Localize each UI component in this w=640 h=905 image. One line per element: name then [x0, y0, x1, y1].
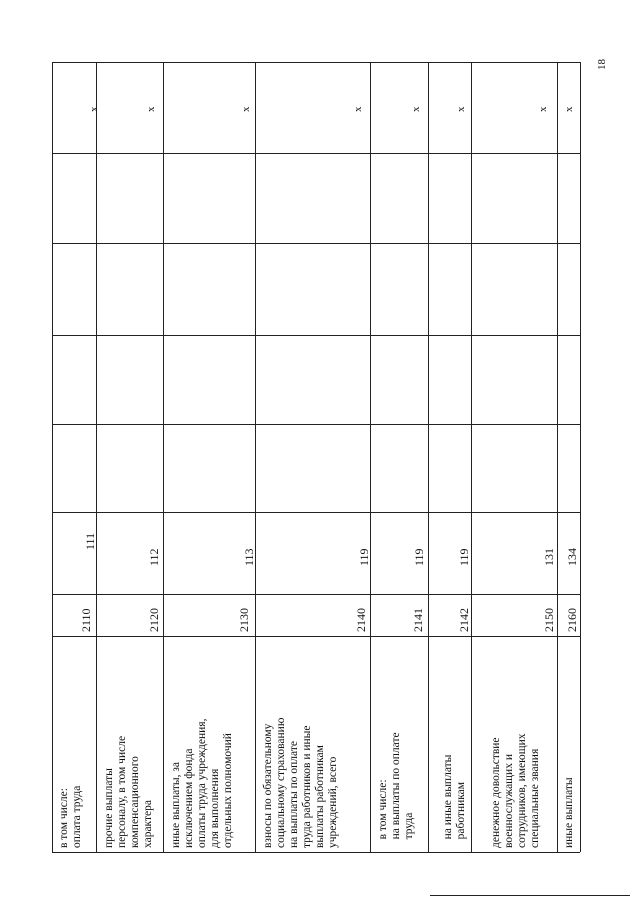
row-kosgu: 119	[412, 548, 426, 566]
row-kosgu: 131	[542, 548, 556, 566]
row-code: 2142	[457, 608, 471, 632]
table-border-left	[52, 62, 53, 852]
row-label: прочие выплаты персоналу, в том числе компенсационного характера	[103, 735, 154, 848]
row-label: иные выплаты	[563, 777, 575, 848]
column-line-6	[52, 512, 580, 513]
row-divider-7	[557, 62, 558, 852]
row-kosgu: 111	[83, 532, 97, 550]
row-divider-5	[428, 62, 429, 852]
row-mark: х	[145, 106, 157, 112]
column-line-2	[52, 153, 580, 154]
row-code: 2130	[237, 608, 251, 632]
row-mark: х	[537, 106, 549, 112]
row-label: иные выплаты, за исключением фонда оплаты труда учреждения, для выполнения отдельных полномочий	[170, 718, 234, 848]
row-label: в том числе: оплата труда	[58, 785, 83, 848]
row-kosgu: 112	[147, 548, 161, 566]
table-border-right	[580, 62, 581, 852]
row-kosgu: 113	[242, 548, 256, 566]
row-label: на иные выплаты работникам	[442, 754, 467, 840]
column-line-9	[52, 852, 580, 853]
row-code: 2110	[79, 608, 93, 632]
row-code: 2150	[542, 608, 556, 632]
row-mark: х	[240, 106, 252, 112]
row-divider-3	[255, 62, 256, 852]
row-kosgu: 119	[357, 548, 371, 566]
row-label: денежное довольствие военнослужащих и сотрудников, имеющих специальные звания	[490, 733, 541, 848]
row-label: взносы по обязательному социальному страхованию на выплаты по оплате труда работников и иные выплаты работникам учреждений, всего	[262, 717, 339, 848]
row-divider-1	[96, 62, 97, 852]
row-mark: х	[455, 106, 467, 112]
row-mark: х	[88, 106, 100, 112]
column-line-4	[52, 335, 580, 336]
row-divider-4	[370, 62, 371, 852]
row-mark: х	[352, 106, 364, 112]
footer-rule	[430, 895, 630, 896]
column-line-8	[52, 636, 580, 637]
column-line-1	[52, 62, 580, 63]
column-line-5	[52, 424, 580, 425]
row-kosgu: 119	[457, 548, 471, 566]
row-divider-6	[471, 62, 472, 852]
column-line-7	[52, 594, 580, 595]
row-code: 2160	[565, 608, 579, 632]
row-mark: х	[563, 106, 575, 112]
row-label: в том числе: на выплаты по оплате труда	[377, 732, 415, 840]
row-divider-2	[163, 62, 164, 852]
row-mark: х	[410, 106, 422, 112]
row-kosgu: 134	[565, 548, 579, 566]
column-line-3	[52, 243, 580, 244]
row-code: 2141	[411, 608, 425, 632]
page-number: 18	[596, 59, 608, 70]
row-code: 2140	[354, 608, 368, 632]
row-code: 2120	[147, 608, 161, 632]
